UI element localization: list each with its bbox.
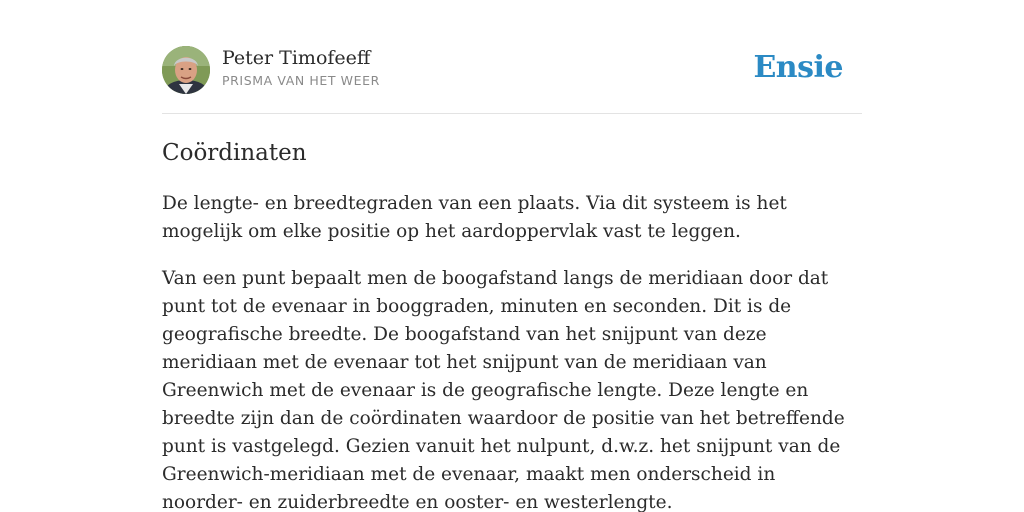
article-paragraph-2: Van een punt bepaalt men de boogafstand langs de meridiaan door dat punt tot de evenaar in booggraden, minuten en seconden. Dit is de geografische breedte. De boogafstand van het snijpunt van deze meridiaan met de evenaar tot het snijpunt van de meridiaan van Greenwich met de evenaar is de geografische lengte. Deze lengte en breedte zijn dan de coördinaten waardoor de positie van het betreffende punt is vastgelegd. Gezien vanuit het nulpunt, d.w.z. het snijpunt van de Greenwich-meridiaan met de evenaar, maakt men onderscheid in noorder- en zuiderbreedte en ooster- en westerlengte. xyxy=(162,268,845,512)
page-container xyxy=(162,46,862,512)
article-paragraph-1: De lengte- en breedtegraden van een plaats. Via dit systeem is het mogelijk om elke positie op het aardoppervlak vast te leggen. xyxy=(162,193,787,242)
avatar-portrait-icon xyxy=(162,46,210,94)
article-header xyxy=(162,46,862,114)
author-avatar[interactable] xyxy=(162,46,210,94)
brand-logo[interactable]: Ensie xyxy=(753,50,843,85)
author-name[interactable]: Peter Timofeeff xyxy=(222,47,371,69)
article-title: Coördinaten xyxy=(162,140,307,166)
author-info xyxy=(222,46,380,88)
author-source[interactable]: PRISMA VAN HET WEER xyxy=(222,73,380,88)
